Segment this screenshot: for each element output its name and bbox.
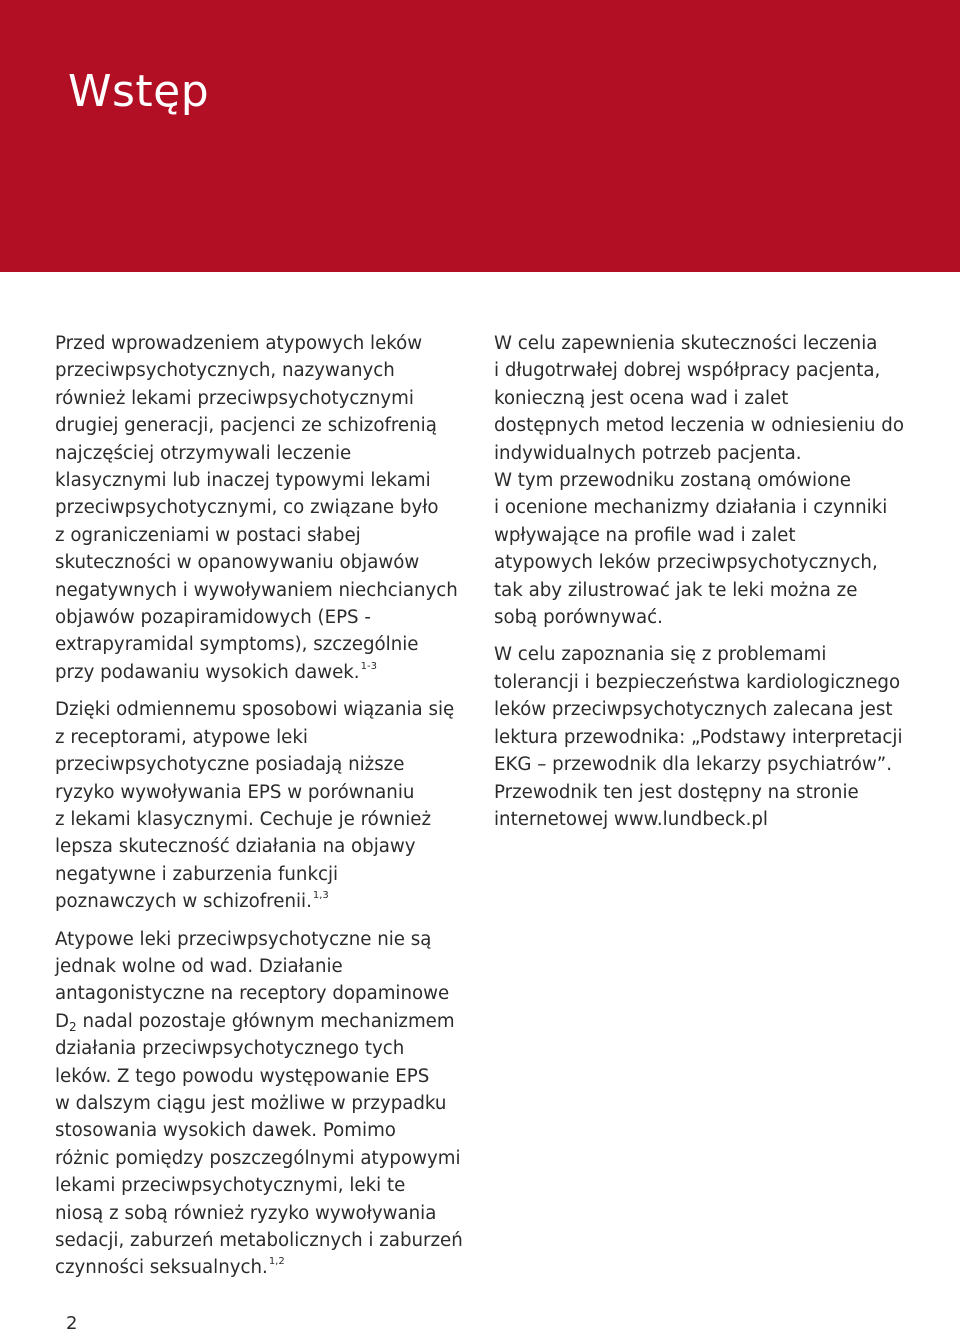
paragraph-treatment-goal: W celu zapewnienia skuteczności leczenia i długotrwałej dobrej współpracy pacjenta, konieczną jest ocena wad i zalet dostępnych metod leczenia w odniesieniu do indywidualnych potrzeb pacjenta. xyxy=(494,333,904,464)
paragraph-atypical-advantages xyxy=(55,696,475,915)
paragraph-atypical-drawbacks-text-after: nadal pozostaje głównym mechanizmem działania przeciwpsychotycznego tych leków. Z tego powodu występowanie EPS w dalszym ciągu jest możliwe w przypadku stosowania wysokich dawek. Pomimo różnic pomiędzy poszczególnymi atypowymi lekami przeciwpsychotycznymi, leki te niosą z sobą również ryzyko wywoływania sedacji, zaburzeń metabolicznych i zaburzeń czynności seksualnych. xyxy=(55,1010,463,1279)
page-number: 2 xyxy=(66,1313,78,1334)
page-title: Wstęp xyxy=(68,66,210,117)
header-band xyxy=(0,0,960,272)
footnote-ref: 1-3 xyxy=(360,660,377,672)
footnote-ref: 1,2 xyxy=(268,1256,285,1268)
subscript-2: 2 xyxy=(69,1019,77,1034)
paragraph-guide-scope: W tym przewodniku zostaną omówione i ocenione mechanizmy działania i czynniki wpływające na profile wad i zalet atypowych leków przeciwpsychotycznych, tak aby zilustrować jak te leki można ze sobą porównywać. xyxy=(494,470,888,629)
paragraph-atypical-advantages-text: Dzięki odmiennemu sposobowi wiązania się z receptorami, atypowe leki przeciwpsychotyczne posiadają niższe ryzyko wywoływania EPS w porównaniu z lekami klasycznymi. Cechuje je również lepsza skuteczność działania na objawy negatywne i zaburzenia funkcji poznawczych w schizofrenii. xyxy=(55,699,455,913)
paragraph-atypical-drawbacks-text-before: Atypowe leki przeciwpsychotyczne nie są jednak wolne od wad. Działanie antagonistyczne na receptory dopaminowe D xyxy=(55,928,450,1032)
paragraph-intro xyxy=(55,330,475,686)
right-column xyxy=(494,330,934,833)
footnote-ref: 1,3 xyxy=(312,890,329,902)
paragraph-intro-text: Przed wprowadzeniem atypowych leków przeciwpsychotycznych, nazywanych również lekami przeciwpsychotycznymi drugiej generacji, pacjenci ze schizofrenią najczęściej otrzymywali leczenie klasycznymi lub inaczej typowymi lekami przeciwpsychotycznymi, co związane było z ograniczeniami w postaci słabej skuteczności w opanowywaniu objawów negatywnych i wywoływaniem niechcianych objawów pozapiramidowych (EPS - extrapyramidal symptoms), szczególnie przy podawaniu wysokich dawek. xyxy=(55,333,458,683)
paragraph-ekg-guide: W celu zapoznania się z problemami tolerancji i bezpieczeństwa kardiologicznego leków przeciwpsychotycznych zalecana jest lektura przewodnika: „Podstawy interpretacji EKG – przewodnik dla lekarzy psychiatrów”. Przewodnik ten jest dostępny na stronie internetowej www.lundbeck.pl xyxy=(494,644,903,830)
left-column xyxy=(55,330,475,1282)
paragraph-atypical-drawbacks xyxy=(55,926,475,1282)
